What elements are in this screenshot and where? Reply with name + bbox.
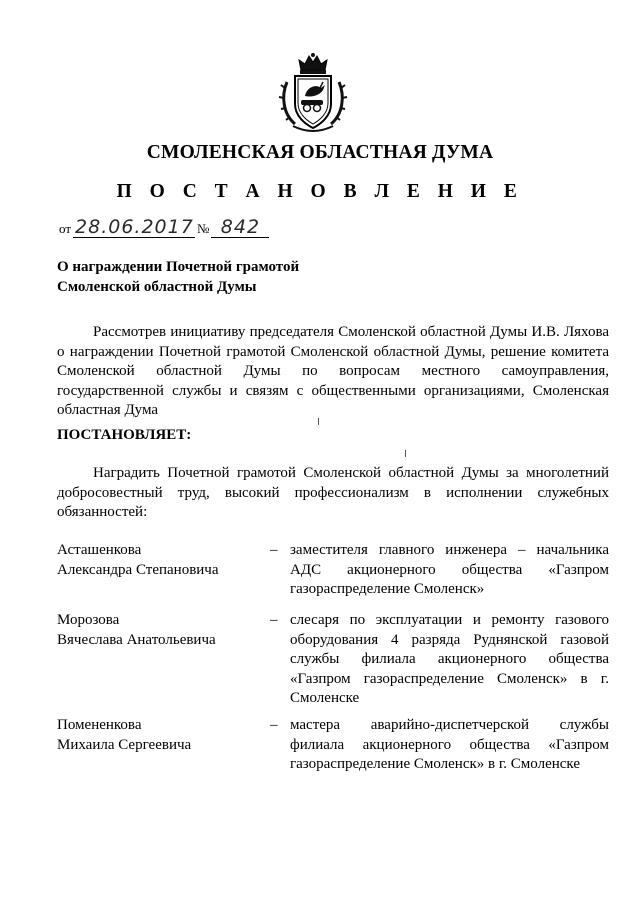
- entry-dash: –: [270, 717, 278, 733]
- date-number-line: [57, 218, 269, 238]
- awardee-name: [57, 611, 257, 650]
- awardee-surname: Морозова: [57, 612, 120, 628]
- document-type-heading: П О С Т А Н О В Л Е Н И Е: [116, 181, 524, 202]
- subject-line-1: О награждении Почетной грамотой: [57, 259, 300, 275]
- document-subject: [57, 257, 417, 297]
- organization-title: СМОЛЕНСКАЯ ОБЛАСТНАЯ ДУМА: [146, 142, 494, 163]
- entry-dash: –: [270, 542, 278, 558]
- awardee-position: слесаря по эксплуатации и ремонту газового оборудования 4 разряда Руднянской газовой службы филиала акционерного общества «Газпром газораспределение Смоленск» в г. Смоленске: [290, 612, 609, 706]
- number-label: №: [197, 221, 210, 236]
- awardee-given-names: Михаила Сергеевича: [57, 736, 192, 753]
- preamble-paragraph: Рассмотрев инициативу председателя Смоленской областной Думы И.В. Ляхова о награждении Почетной грамотой Смоленской областной Думы, решение комитета Смоленской областной Думы по вопросам местного самоуправления, государственной службы и связям с общественными организациями, Смоленская областная Дума: [57, 324, 609, 418]
- awardee-given-names: Александра Степановича: [57, 561, 219, 578]
- document-number: 842: [211, 218, 269, 238]
- awardee-given-names: Вячеслава Анатольевича: [57, 631, 216, 648]
- awardee-position: заместителя главного инженера – начальника АДС акционерного общества «Газпром газораспределение Смоленск»: [290, 542, 609, 597]
- smolensk-coat-of-arms-icon: [277, 52, 349, 132]
- scan-mark: [405, 450, 406, 457]
- award-intro-paragraph: Наградить Почетной грамотой Смоленской областной Думы за многолетний добросовестный труд, высокий профессионализм в исполнении служебных обязанностей:: [57, 465, 609, 520]
- date-from-label: от: [59, 221, 72, 236]
- awardee-surname: Помененкова: [57, 717, 142, 733]
- resolves-heading: ПОСТАНОВЛЯЕТ:: [57, 427, 192, 443]
- entry-dash: –: [270, 612, 278, 628]
- scan-mark: [318, 418, 319, 425]
- document-date: 28.06.2017: [75, 216, 194, 238]
- awardee-surname: Асташенкова: [57, 542, 142, 558]
- subject-line-2: Смоленской областной Думы: [57, 279, 257, 295]
- awardee-name: [57, 716, 257, 755]
- awardee-name: [57, 541, 257, 580]
- awardee-position: мастера аварийно-диспетчерской службы филиала акционерного общества «Газпром газораспределение Смоленск» в г. Смоленске: [290, 717, 609, 772]
